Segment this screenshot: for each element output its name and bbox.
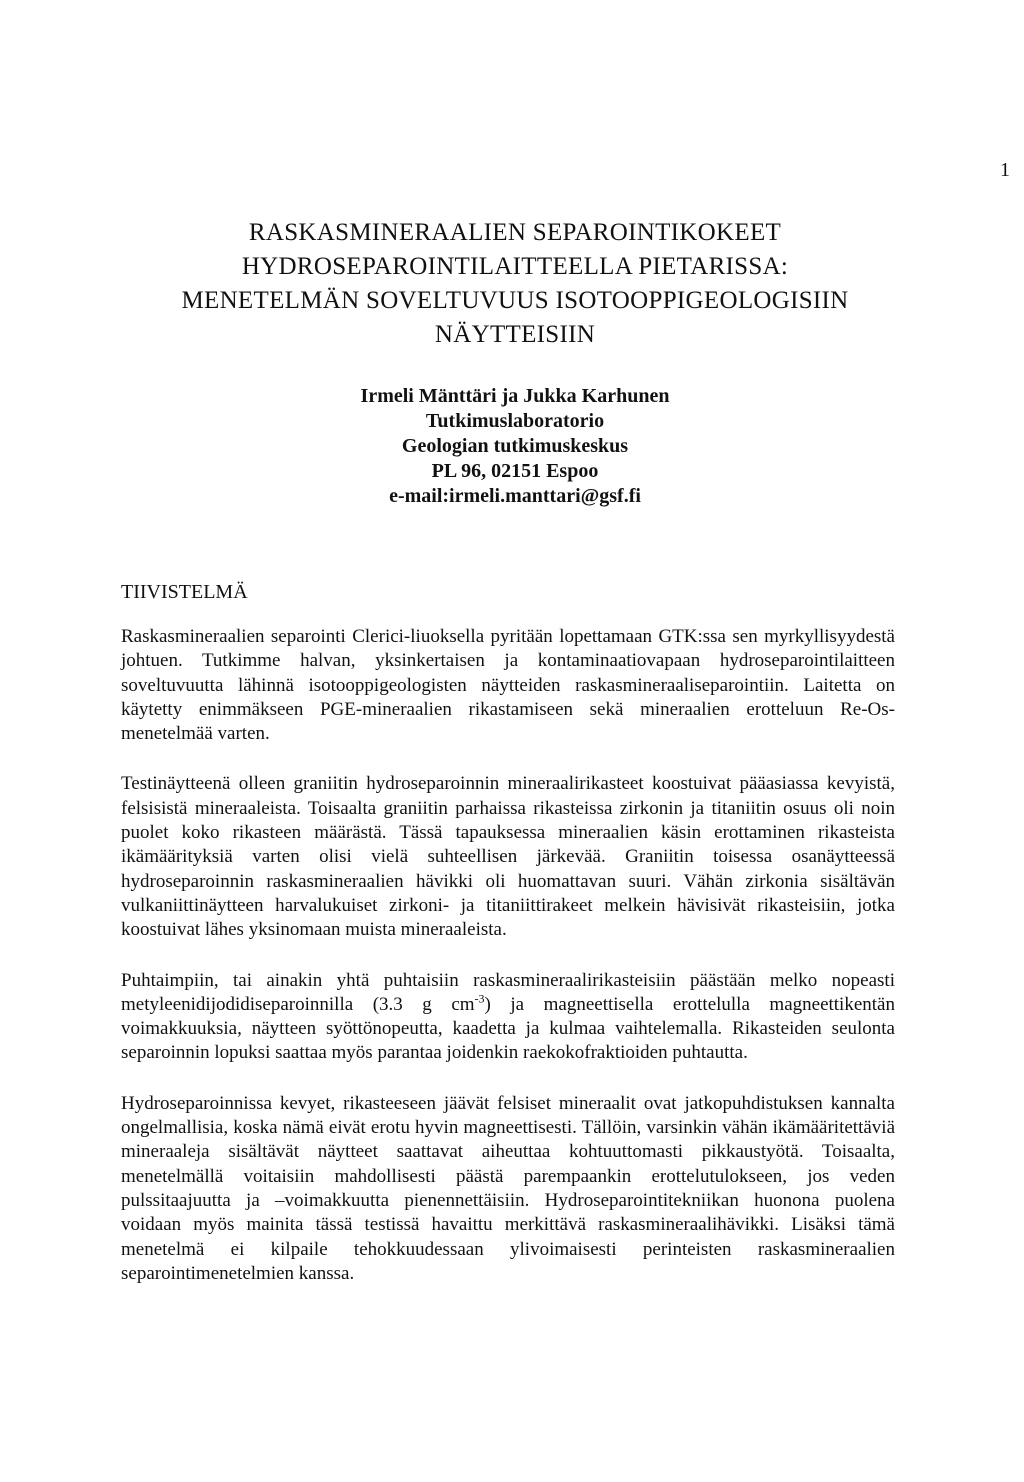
unit-exponent: -3 (474, 991, 485, 1006)
title-line-3: MENETELMÄN SOVELTUVUUS ISOTOOPPIGEOLOGISIIN (181, 287, 849, 314)
paragraph-3-text-before: Puhtaimpiin, tai ainakin yhtä puhtaisiin raskasmineraalirikasteisiin päästään melko nopeasti metyleenidijodidiseparoinnilla (3.3 g cm (121, 969, 895, 1015)
author-names: Irmeli Mänttäri ja Jukka Karhunen (360, 385, 670, 407)
document-title (100, 216, 930, 352)
abstract-paragraph-1: Raskasmineraalien separointi Clerici-liuoksella pyritään lopettamaan GTK:ssa sen myrkyllisyydestä johtuen. Tutkimme halvan, yksinkertaisen ja kontaminaatiovapaan hydroseparointilaitteen soveltuvuutta lähinnä isotooppigeologisten näytteiden raskasmineraaliseparointiin. Laitetta on käytetty enimmäkseen PGE-mineraalien rikastamiseen sekä mineraalien erotteluun Re-Os-menetelmää varten. (121, 626, 895, 745)
abstract-paragraph-3 (121, 969, 895, 1066)
abstract-paragraph-2: Testinäytteenä olleen graniitin hydroseparoinnin mineraalirikasteet koostuivat pääasiassa kevyistä, felsisistä mineraaleista. Toisaalta graniitin parhaissa rikasteissa zirkonin ja titaniitin osuus oli noin puolet koko rikasteen määrästä. Tässä tapauksessa mineraalien käsin erottaminen rikasteista ikämäärityksiä varten olisi vielä suhteellisen järkevää. Graniitin toisessa osanäytteessä hydroseparoinnin raskasmineraalien hävikki oli huomattavan suuri. Vähän zirkonia sisältävän vulkaniittinäytteen harvalukuiset zirkoni- ja titaniittirakeet melkein hävisivät rikasteisiin, jotka koostuivat lähes yksinomaan muista mineraaleista. (121, 773, 895, 941)
title-line-4: NÄYTTEISIIN (434, 321, 596, 348)
title-line-1: RASKASMINERAALIEN SEPAROINTIKOKEET (248, 219, 782, 246)
abstract-paragraph-4: Hydroseparoinnissa kevyet, rikasteeseen jäävät felsiset mineraalit ovat jatkopuhdistuksen kannalta ongelmallisia, koska nämä eivät erotu hyvin magneettisesti. Tällöin, varsinkin vähän ikämääritettäviä mineraaleja sisältävät näytteet saattavat aiheuttaa kohtuuttomasti pikkaustyötä. Toisaalta, menetelmällä voitaisiin mahdollisesti päästä parempaankin erottelutulokseen, jos veden pulssitaajuutta ja –voimakkuutta pienennettäisiin. Hydroseparointitekniikan huonona puolena voidaan myös mainita tässä testissä havaittu merkittävä raskasmineraalihävikki. Lisäksi tämä menetelmä ei kilpaile tehokkuudessaan ylivoimaisesti perinteisten raskasmineraalien separointimenetelmien kanssa. (121, 1092, 895, 1284)
title-line-2: HYDROSEPAROINTILAITTEELLA PIETARISSA: (241, 253, 789, 280)
author-department: Tutkimuslaboratorio (425, 410, 605, 432)
abstract-body (121, 625, 895, 1312)
author-email: e-mail:irmeli.manttari@gsf.fi (389, 485, 641, 507)
author-block (300, 384, 730, 509)
paragraph-3-text-after: ) ja magneettisella erottelulla magneettikentän voimakkuuksia, näytteen syöttönopeutta, kaadetta ja kulmaa vaihtelemalla. Rikasteiden seulonta separoinnin lopuksi saattaa myös parantaa joidenkin raekokofraktioiden puhtautta. (121, 993, 895, 1064)
abstract-heading: TIIVISTELMÄ (121, 581, 248, 603)
author-institution: Geologian tutkimuskeskus (401, 435, 629, 457)
page-number: 1 (1000, 159, 1010, 181)
author-address: PL 96, 02151 Espoo (431, 460, 599, 482)
